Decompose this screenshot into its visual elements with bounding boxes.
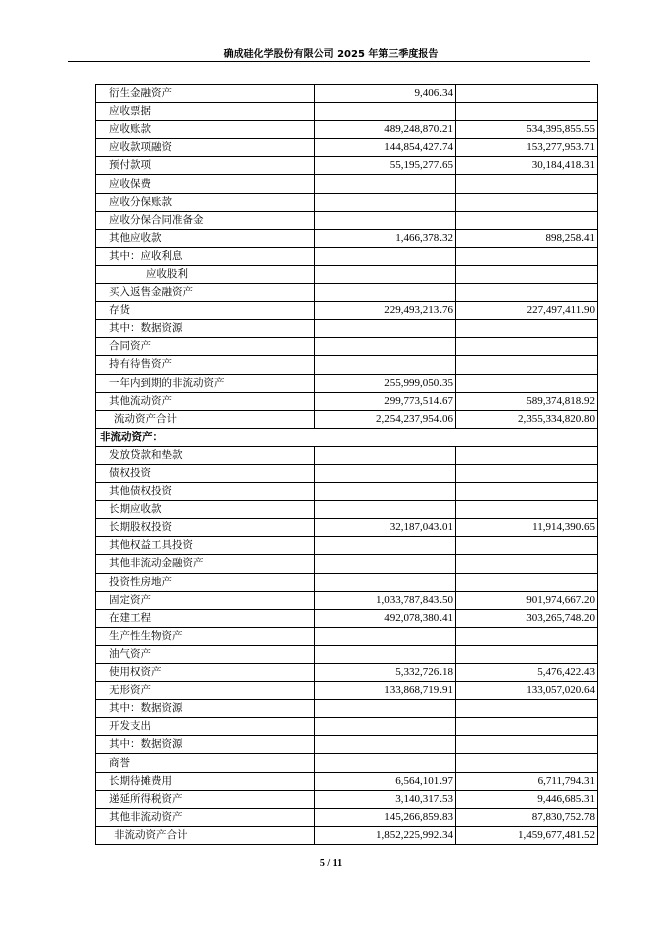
current-period-cell [315, 175, 456, 193]
item-label-cell: 长期待摊费用 [96, 772, 315, 790]
table-row [96, 229, 598, 247]
item-label-cell: 持有待售资产 [96, 356, 315, 374]
table-row [96, 338, 598, 356]
current-period-cell [315, 211, 456, 229]
item-label-cell: 生产性生物资产 [96, 627, 315, 645]
prior-period-cell [456, 320, 598, 338]
prior-period-cell [456, 627, 598, 645]
item-label-cell: 买入返售金融资产 [96, 284, 315, 302]
table-row [96, 211, 598, 229]
page-number: 5 / 11 [319, 858, 343, 869]
item-label-cell: 非流动资产合计 [96, 826, 315, 844]
prior-period-cell: 1,459,677,481.52 [456, 826, 598, 844]
prior-period-cell: 133,057,020.64 [456, 682, 598, 700]
current-period-cell [315, 501, 456, 519]
current-period-cell [315, 193, 456, 211]
item-label-cell: 其他债权投资 [96, 483, 315, 501]
prior-period-cell: 6,711,794.31 [456, 772, 598, 790]
item-label-cell: 商誉 [96, 754, 315, 772]
item-label-cell: 油气资产 [96, 645, 315, 663]
current-period-cell [315, 754, 456, 772]
table-row [96, 193, 598, 211]
table-row [96, 392, 598, 410]
item-label-cell: 其中：数据资源 [96, 700, 315, 718]
table-row [96, 772, 598, 790]
table-row [96, 645, 598, 663]
current-period-cell [315, 736, 456, 754]
prior-period-cell [456, 645, 598, 663]
current-period-cell [315, 627, 456, 645]
prior-period-cell [456, 103, 598, 121]
current-period-cell [315, 700, 456, 718]
prior-period-cell [456, 718, 598, 736]
item-label-cell: 衍生金融资产 [96, 85, 315, 103]
table-row [96, 483, 598, 501]
prior-period-cell: 2,355,334,820.80 [456, 410, 598, 428]
item-label-cell: 应收分保合同准备金 [96, 211, 315, 229]
item-label-cell: 递延所得税资产 [96, 790, 315, 808]
current-period-cell: 1,033,787,843.50 [315, 591, 456, 609]
item-label-cell: 应收股利 [96, 265, 315, 283]
current-period-cell: 2,254,237,954.06 [315, 410, 456, 428]
table-row [96, 103, 598, 121]
prior-period-cell [456, 754, 598, 772]
table-row [96, 410, 598, 428]
current-period-cell [315, 555, 456, 573]
current-period-cell: 1,466,378.32 [315, 229, 456, 247]
item-label-cell: 使用权资产 [96, 664, 315, 682]
prior-period-cell [456, 446, 598, 464]
prior-period-cell: 227,497,411.90 [456, 302, 598, 320]
table-row [96, 320, 598, 338]
prior-period-cell [456, 537, 598, 555]
item-label-cell: 其他流动资产 [96, 392, 315, 410]
item-label-cell: 应收保费 [96, 175, 315, 193]
prior-period-cell: 9,446,685.31 [456, 790, 598, 808]
table-row [96, 501, 598, 519]
item-label-cell: 投资性房地产 [96, 573, 315, 591]
item-label-cell: 其他应收款 [96, 229, 315, 247]
current-period-cell [315, 103, 456, 121]
table-row [96, 374, 598, 392]
table-row [96, 700, 598, 718]
table-row [96, 682, 598, 700]
item-label-cell: 开发支出 [96, 718, 315, 736]
item-label-cell: 应收账款 [96, 121, 315, 139]
header-divider [68, 61, 590, 62]
item-label-cell: 预付款项 [96, 157, 315, 175]
table-row [96, 85, 598, 103]
current-period-cell: 6,564,101.97 [315, 772, 456, 790]
table-row [96, 808, 598, 826]
item-label-cell: 应收分保账款 [96, 193, 315, 211]
item-label-cell: 长期应收款 [96, 501, 315, 519]
current-period-cell [315, 446, 456, 464]
table-row [96, 428, 598, 446]
current-period-cell: 489,248,870.21 [315, 121, 456, 139]
table-row [96, 139, 598, 157]
table-row [96, 356, 598, 374]
current-period-cell [315, 247, 456, 265]
table-row [96, 754, 598, 772]
prior-period-cell [456, 85, 598, 103]
item-label-cell: 合同资产 [96, 338, 315, 356]
item-label-cell: 其他非流动金融资产 [96, 555, 315, 573]
prior-period-cell [456, 193, 598, 211]
prior-period-cell: 11,914,390.65 [456, 519, 598, 537]
current-period-cell [315, 320, 456, 338]
table-row [96, 627, 598, 645]
table-row [96, 446, 598, 464]
table-row [96, 265, 598, 283]
table-row [96, 537, 598, 555]
table-row [96, 736, 598, 754]
table-row [96, 284, 598, 302]
current-period-cell: 299,773,514.67 [315, 392, 456, 410]
table-row [96, 175, 598, 193]
current-period-cell: 145,266,859.83 [315, 808, 456, 826]
table-row [96, 573, 598, 591]
prior-period-cell [456, 464, 598, 482]
item-label-cell: 其中：数据资源 [96, 736, 315, 754]
prior-period-cell [456, 736, 598, 754]
table-row [96, 591, 598, 609]
current-period-cell: 1,852,225,992.34 [315, 826, 456, 844]
item-label-cell: 其中：应收利息 [96, 247, 315, 265]
prior-period-cell [456, 284, 598, 302]
current-period-cell [315, 265, 456, 283]
item-label-cell: 一年内到期的非流动资产 [96, 374, 315, 392]
table-row [96, 157, 598, 175]
current-period-cell: 5,332,726.18 [315, 664, 456, 682]
item-label-cell: 其他权益工具投资 [96, 537, 315, 555]
table-row [96, 464, 598, 482]
prior-period-cell [456, 374, 598, 392]
current-period-cell [315, 718, 456, 736]
prior-period-cell: 534,395,855.55 [456, 121, 598, 139]
table-row [96, 302, 598, 320]
item-label-cell: 债权投资 [96, 464, 315, 482]
current-period-cell: 229,493,213.76 [315, 302, 456, 320]
item-label-cell: 流动资产合计 [96, 410, 315, 428]
prior-period-cell [456, 211, 598, 229]
prior-period-cell: 153,277,953.71 [456, 139, 598, 157]
item-label-cell: 发放贷款和垫款 [96, 446, 315, 464]
prior-period-cell [456, 265, 598, 283]
current-period-cell [315, 464, 456, 482]
prior-period-cell [456, 356, 598, 374]
page-header-title: 确成硅化学股份有限公司 2025 年第三季度报告 [223, 49, 439, 60]
item-label-cell: 应收票据 [96, 103, 315, 121]
current-period-cell [315, 356, 456, 374]
table-row [96, 519, 598, 537]
current-period-cell: 55,195,277.65 [315, 157, 456, 175]
current-period-cell: 255,999,050.35 [315, 374, 456, 392]
prior-period-cell: 589,374,818.92 [456, 392, 598, 410]
prior-period-cell [456, 247, 598, 265]
table-row [96, 826, 598, 844]
item-label-cell: 存货 [96, 302, 315, 320]
prior-period-cell [456, 501, 598, 519]
prior-period-cell [456, 175, 598, 193]
prior-period-cell [456, 338, 598, 356]
table-row [96, 790, 598, 808]
current-period-cell: 3,140,317.53 [315, 790, 456, 808]
current-period-cell: 133,868,719.91 [315, 682, 456, 700]
prior-period-cell [456, 573, 598, 591]
prior-period-cell: 5,476,422.43 [456, 664, 598, 682]
item-label-cell: 长期股权投资 [96, 519, 315, 537]
prior-period-cell: 30,184,418.31 [456, 157, 598, 175]
item-label-cell: 应收款项融资 [96, 139, 315, 157]
table-row [96, 121, 598, 139]
table-row [96, 664, 598, 682]
current-period-cell [315, 537, 456, 555]
table-row [96, 247, 598, 265]
current-period-cell [315, 284, 456, 302]
current-period-cell [315, 645, 456, 663]
table-row [96, 555, 598, 573]
prior-period-cell: 303,265,748.20 [456, 609, 598, 627]
current-period-cell: 144,854,427.74 [315, 139, 456, 157]
current-period-cell: 492,078,380.41 [315, 609, 456, 627]
current-period-cell [315, 573, 456, 591]
item-label-cell: 固定资产 [96, 591, 315, 609]
table-row [96, 718, 598, 736]
prior-period-cell: 901,974,667.20 [456, 591, 598, 609]
item-label-cell: 其中：数据资源 [96, 320, 315, 338]
current-period-cell: 32,187,043.01 [315, 519, 456, 537]
prior-period-cell: 87,830,752.78 [456, 808, 598, 826]
table-row [96, 609, 598, 627]
prior-period-cell [456, 555, 598, 573]
current-period-cell [315, 483, 456, 501]
item-label-cell: 在建工程 [96, 609, 315, 627]
item-label-cell: 无形资产 [96, 682, 315, 700]
balance-sheet-table [95, 84, 598, 845]
current-period-cell: 9,406.34 [315, 85, 456, 103]
current-period-cell [315, 338, 456, 356]
prior-period-cell [456, 483, 598, 501]
item-label-cell: 其他非流动资产 [96, 808, 315, 826]
section-header-cell: 非流动资产： [96, 428, 598, 446]
prior-period-cell: 898,258.41 [456, 229, 598, 247]
prior-period-cell [456, 700, 598, 718]
